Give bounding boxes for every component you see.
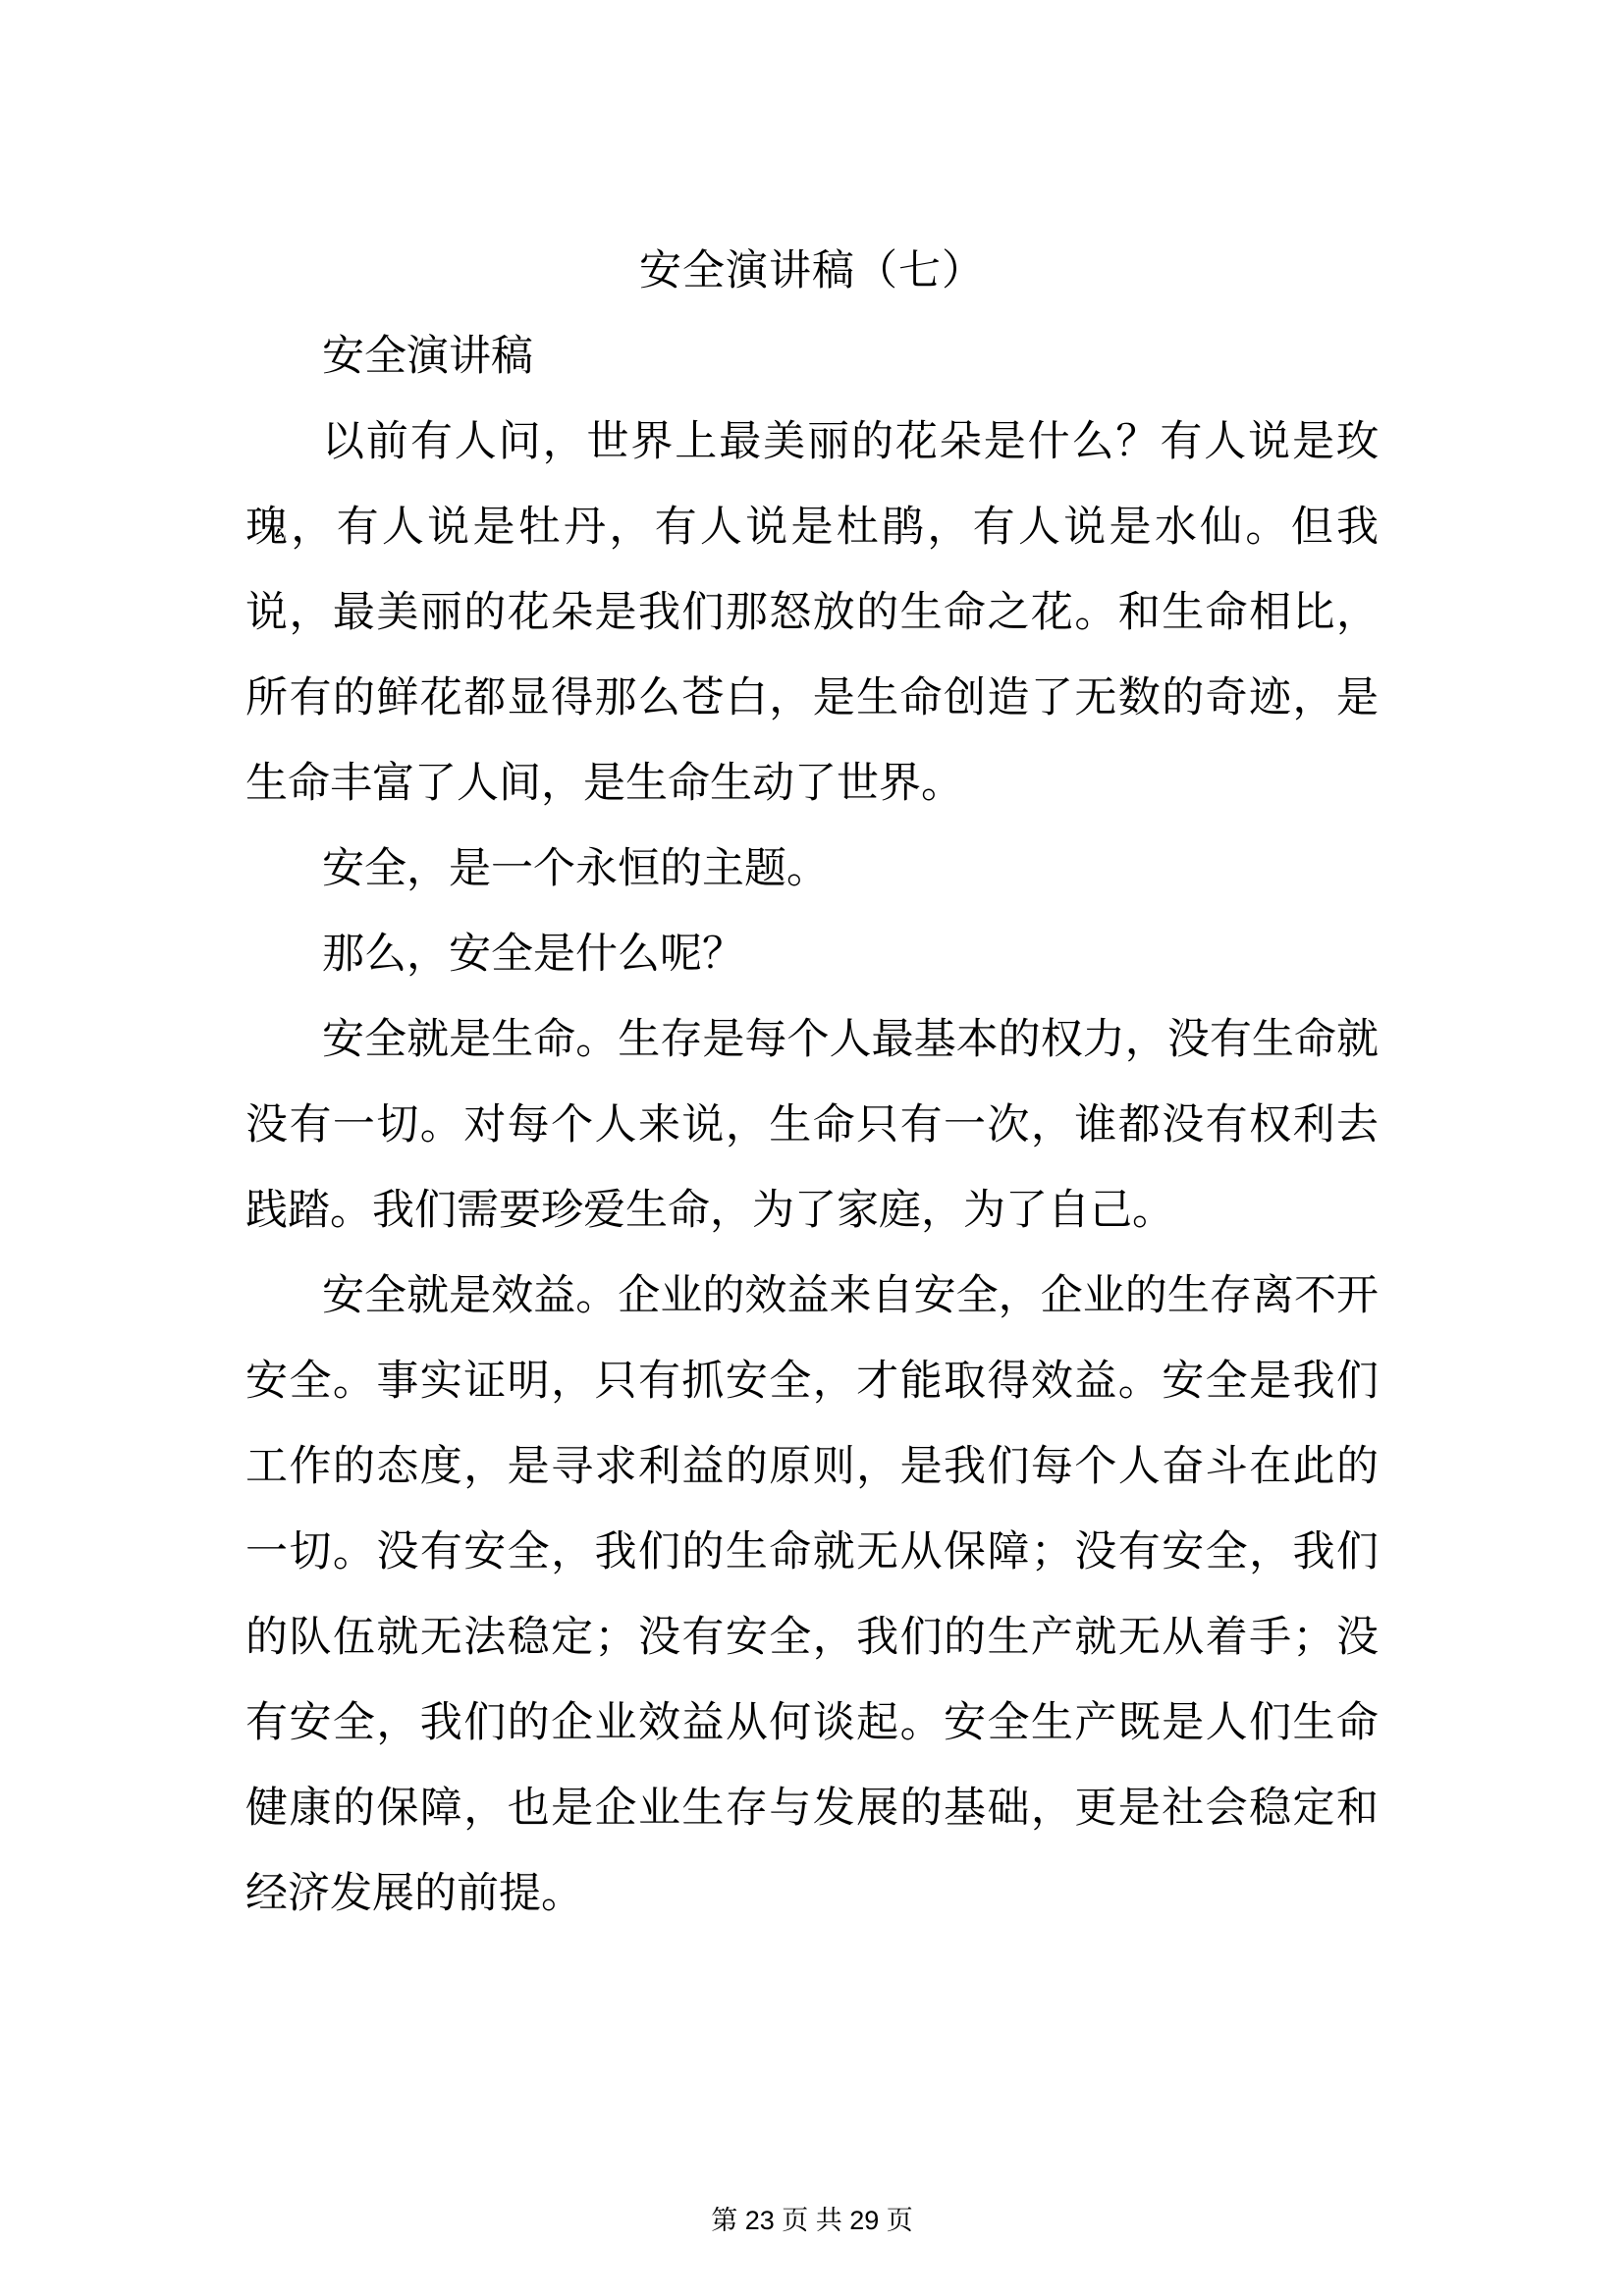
paragraph: 安全，是一个永恒的主题。 xyxy=(322,845,829,892)
paragraph: 安全演讲稿 xyxy=(322,333,533,380)
paragraph: 那么，安全是什么呢？ xyxy=(322,931,744,978)
page-number-text: 第 23 页 共 29 页 xyxy=(711,2206,913,2235)
document-title: 安全演讲稿（七） xyxy=(639,247,985,294)
paragraph: 安全就是效益。企业的效益来自安全，企业的生存离不开安全。事实证明，只有抓安全，才能取得效益。安全是我们工作的态度，是寻求利益的原则，是我们每个人奋斗在此的一切。没有安全，我们的生命就无从保障；没有安全，我们的队伍就无法稳定；没有安全，我们的生产就无从着手；没有安全，我们的企业效益从何谈起。安全生产既是人们生命健康的保障，也是企业生存与发展的基础，更是社会稳定和经济发展的前提。 xyxy=(245,1272,1379,1917)
paragraph: 安全就是生命。生存是每个人最基本的权力，没有生命就没有一切。对每个人来说，生命只有一次，谁都没有权利去践踏。我们需要珍爱生命，为了家庭，为了自己。 xyxy=(245,1016,1379,1234)
page-footer xyxy=(0,2201,1624,2240)
paragraph: 以前有人问，世界上最美丽的花朵是什么？有人说是玫瑰，有人说是牡丹，有人说是杜鹃，有人说是水仙。但我说，最美丽的花朵是我们那怒放的生命之花。和生命相比，所有的鲜花都显得那么苍白，是生命创造了无数的奇迹，是生命丰富了人间，是生命生动了世界。 xyxy=(245,418,1379,807)
document-content xyxy=(245,229,1379,1937)
document-body xyxy=(245,314,1379,1937)
